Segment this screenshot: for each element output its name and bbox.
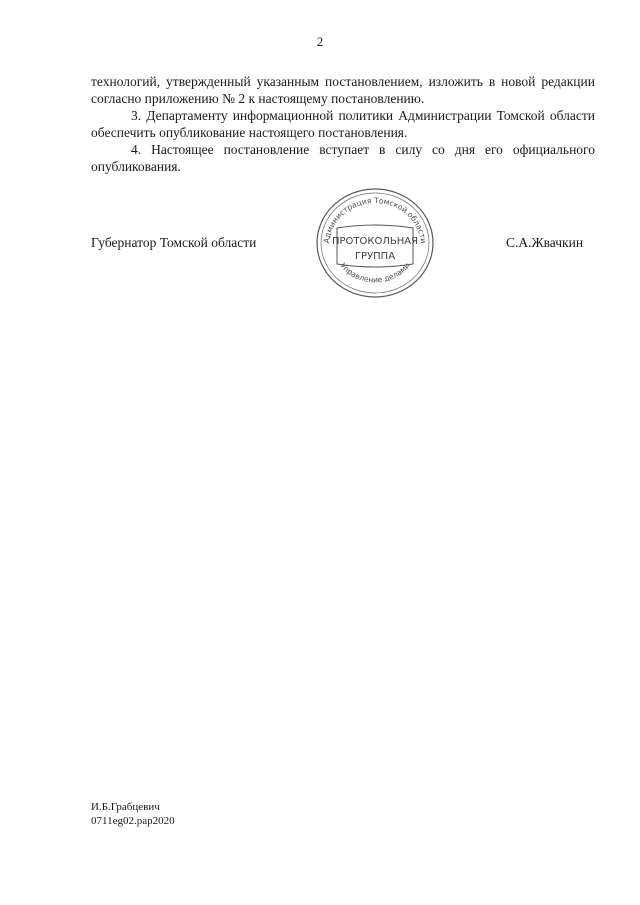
paragraph-item-4: 4. Настоящее постановление вступает в силу со дня его официального опубликования. (91, 142, 595, 174)
paragraph-item-3: 3. Департаменту информационной политики Администрации Томской области обеспечить опубликование настоящего постановления. (91, 108, 595, 140)
file-code: 0711eg02.pap2020 (91, 815, 175, 827)
stamp-center-line-2: ГРУППА (354, 251, 396, 262)
footer-note (91, 800, 175, 828)
stamp-arc-text-bottom: Управление делами (338, 260, 412, 285)
stamp-center-line-1: ПРОТОКОЛЬНАЯ (331, 236, 419, 247)
signatory-position: Губернатор Томской области (91, 235, 257, 250)
signatory-name: С.А.Жвачкин (506, 235, 584, 250)
executor-name: И.Б.Грабцевич (91, 801, 160, 813)
stamp-arc-text-top: Администрация Томской области (322, 195, 428, 244)
document-body (91, 73, 595, 175)
page-number: 2 (316, 34, 324, 49)
official-stamp (313, 184, 437, 302)
paragraph-continuation: технологий, утвержденный указанным постановлением, изложить в новой редакции согласно приложению № 2 к настоящему постановлению. (91, 74, 595, 106)
